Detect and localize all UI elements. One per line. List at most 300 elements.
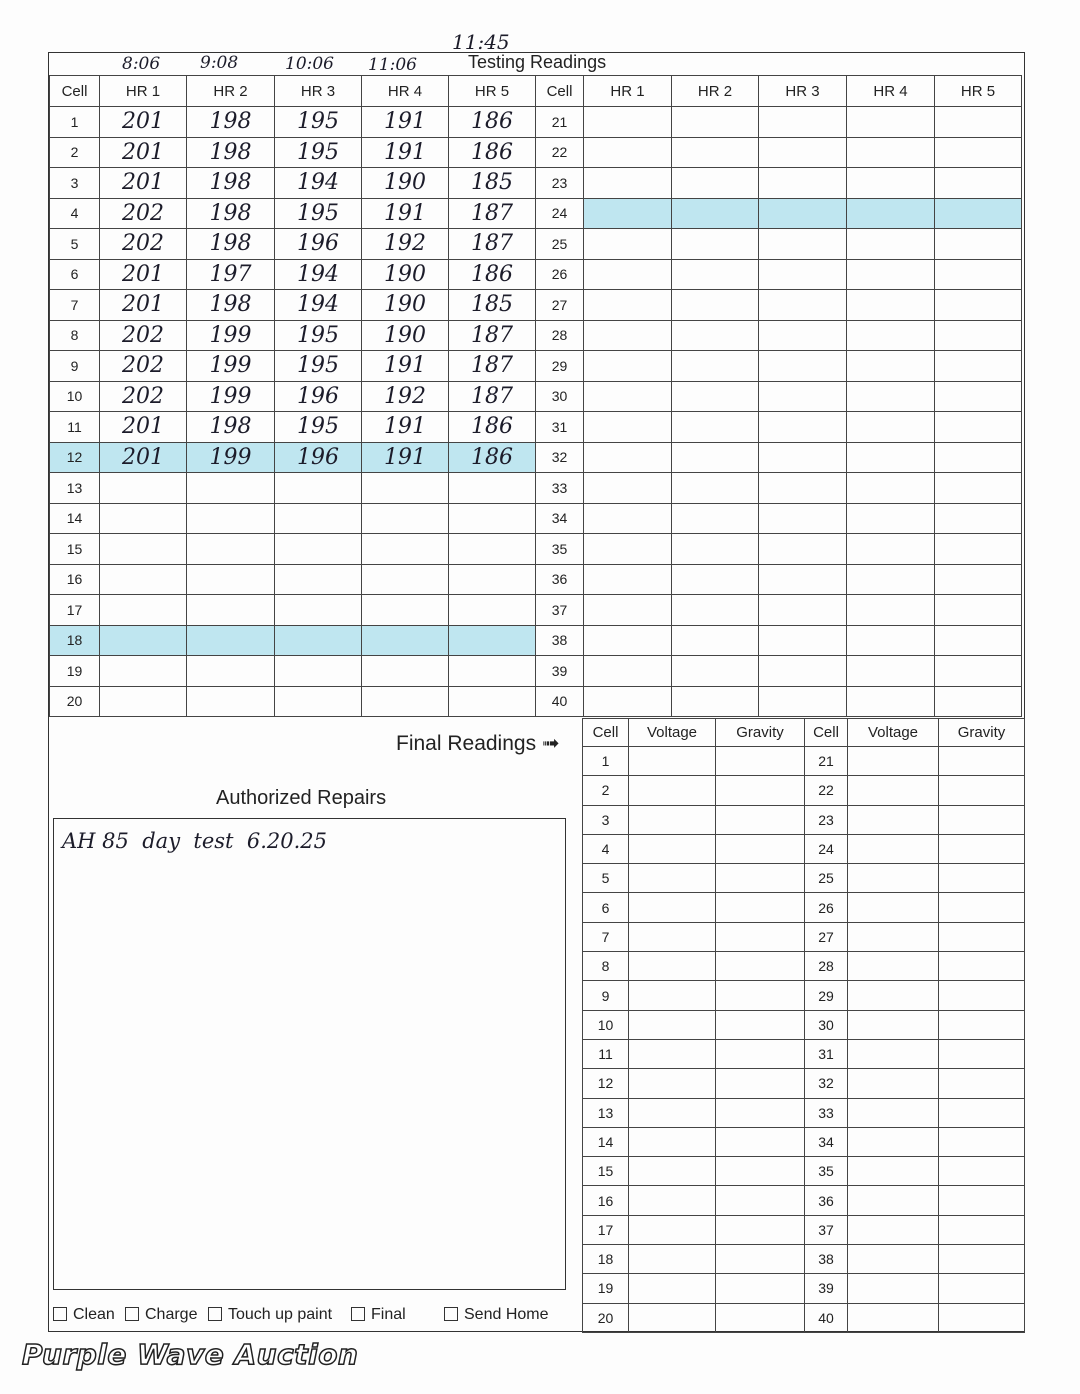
table-cell: 196	[275, 381, 362, 412]
table-cell: 20	[50, 686, 100, 717]
table-cell: 26	[805, 893, 848, 922]
table-cell: 4	[50, 198, 100, 229]
checkbox-clean[interactable]	[53, 1306, 115, 1324]
checkbox-send-home[interactable]	[444, 1306, 549, 1324]
table-cell	[935, 229, 1022, 260]
table-cell	[629, 1039, 716, 1068]
table-cell	[275, 625, 362, 656]
checkbox-icon	[444, 1307, 458, 1321]
table-row	[583, 981, 1025, 1010]
table-cell	[939, 1039, 1025, 1068]
table-cell: 11	[50, 412, 100, 443]
table-cell: 30	[536, 381, 584, 412]
table-row	[583, 1303, 1025, 1332]
table-cell: 2	[50, 137, 100, 168]
table-cell	[935, 595, 1022, 626]
table-cell	[847, 259, 935, 290]
table-cell: 25	[536, 229, 584, 260]
table-cell: 199	[187, 320, 275, 351]
checkbox-label: Final	[371, 1306, 406, 1323]
table-row	[583, 1010, 1025, 1039]
table-cell	[672, 503, 759, 534]
table-row	[583, 1098, 1025, 1127]
table-cell	[935, 107, 1022, 138]
table-cell: 195	[275, 107, 362, 138]
table-cell	[449, 686, 536, 717]
table-cell	[848, 805, 939, 834]
table-cell: 201	[100, 137, 187, 168]
table-cell	[449, 534, 536, 565]
table-cell: 191	[362, 412, 449, 443]
table-cell: 33	[536, 473, 584, 504]
table-cell: 3	[50, 168, 100, 199]
table-row	[583, 1039, 1025, 1068]
table-cell	[100, 686, 187, 717]
table-cell	[759, 381, 847, 412]
table-cell: 5	[583, 864, 629, 893]
table-cell: 202	[100, 351, 187, 382]
table-cell	[848, 1303, 939, 1332]
table-cell	[672, 595, 759, 626]
table-cell	[716, 1245, 805, 1274]
table-cell: 36	[805, 1186, 848, 1215]
testing-header-left: HR 3	[275, 76, 362, 107]
table-cell	[629, 1098, 716, 1127]
table-cell	[935, 656, 1022, 687]
table-cell: 195	[275, 320, 362, 351]
table-cell: 14	[583, 1127, 629, 1156]
table-cell	[759, 656, 847, 687]
table-cell: 201	[100, 442, 187, 473]
table-row	[50, 534, 1022, 565]
table-cell	[716, 893, 805, 922]
table-cell	[939, 747, 1025, 776]
table-cell: 21	[536, 107, 584, 138]
table-cell	[848, 1215, 939, 1244]
table-cell	[629, 805, 716, 834]
table-cell	[935, 290, 1022, 321]
testing-header-right: Cell	[536, 76, 584, 107]
table-cell: 199	[187, 442, 275, 473]
extra-time: 11:45	[452, 30, 510, 54]
table-cell: 201	[100, 290, 187, 321]
table-cell	[362, 656, 449, 687]
table-cell: 39	[536, 656, 584, 687]
table-row	[50, 442, 1022, 473]
table-cell	[672, 381, 759, 412]
table-cell: 198	[187, 107, 275, 138]
table-cell	[935, 503, 1022, 534]
table-cell: 196	[275, 442, 362, 473]
table-cell	[629, 952, 716, 981]
table-cell	[584, 198, 672, 229]
table-cell: 15	[50, 534, 100, 565]
table-cell: 37	[536, 595, 584, 626]
table-cell	[935, 625, 1022, 656]
table-cell: 40	[805, 1303, 848, 1332]
table-cell	[935, 168, 1022, 199]
table-cell: 34	[536, 503, 584, 534]
table-cell: 198	[187, 412, 275, 443]
table-cell	[100, 503, 187, 534]
table-cell: 9	[50, 351, 100, 382]
table-cell: 191	[362, 442, 449, 473]
testing-readings-table	[49, 75, 1022, 717]
table-cell	[449, 656, 536, 687]
table-cell	[275, 595, 362, 626]
table-cell	[584, 473, 672, 504]
table-cell: 16	[50, 564, 100, 595]
table-cell	[935, 259, 1022, 290]
table-cell	[629, 981, 716, 1010]
table-cell: 201	[100, 259, 187, 290]
table-cell	[847, 442, 935, 473]
table-cell	[939, 1127, 1025, 1156]
table-cell: 1	[583, 747, 629, 776]
table-cell	[759, 351, 847, 382]
table-cell: 37	[805, 1215, 848, 1244]
table-cell: 190	[362, 290, 449, 321]
table-cell	[672, 686, 759, 717]
table-cell	[716, 776, 805, 805]
table-cell	[716, 864, 805, 893]
checkbox-touch-up-paint[interactable]	[208, 1306, 332, 1324]
table-cell: 22	[805, 776, 848, 805]
table-cell	[362, 503, 449, 534]
table-cell: 9	[583, 981, 629, 1010]
table-cell: 187	[449, 229, 536, 260]
table-cell: 202	[100, 198, 187, 229]
table-cell	[716, 922, 805, 951]
table-cell	[716, 1010, 805, 1039]
table-cell	[939, 1274, 1025, 1303]
table-row	[50, 564, 1022, 595]
table-cell	[716, 1303, 805, 1332]
table-cell	[672, 259, 759, 290]
table-cell: 6	[50, 259, 100, 290]
table-cell: 29	[536, 351, 584, 382]
table-cell	[935, 534, 1022, 565]
table-cell: 17	[583, 1215, 629, 1244]
table-cell	[759, 503, 847, 534]
table-cell: 192	[362, 381, 449, 412]
checkbox-charge[interactable]	[125, 1306, 197, 1324]
table-row	[50, 412, 1022, 443]
table-cell	[847, 168, 935, 199]
checkbox-final[interactable]	[351, 1306, 406, 1324]
table-cell	[848, 952, 939, 981]
table-cell	[939, 805, 1025, 834]
table-cell	[449, 503, 536, 534]
table-cell: 34	[805, 1127, 848, 1156]
table-cell: 186	[449, 442, 536, 473]
table-cell	[939, 834, 1025, 863]
table-cell	[847, 320, 935, 351]
table-cell: 195	[275, 198, 362, 229]
table-cell: 187	[449, 198, 536, 229]
table-cell: 28	[536, 320, 584, 351]
table-cell	[584, 442, 672, 473]
table-cell: 14	[50, 503, 100, 534]
table-cell: 187	[449, 381, 536, 412]
table-row	[583, 952, 1025, 981]
checkbox-label: Send Home	[464, 1306, 549, 1323]
table-cell: 24	[536, 198, 584, 229]
table-row	[50, 320, 1022, 351]
table-row	[50, 595, 1022, 626]
table-cell	[629, 834, 716, 863]
table-cell: 33	[805, 1098, 848, 1127]
table-cell	[939, 1186, 1025, 1215]
table-cell	[629, 1303, 716, 1332]
table-cell	[672, 656, 759, 687]
table-cell	[848, 893, 939, 922]
table-cell	[275, 534, 362, 565]
table-row	[583, 1215, 1025, 1244]
testing-header-left: HR 1	[100, 76, 187, 107]
final-readings-label	[396, 731, 560, 756]
table-row	[583, 1245, 1025, 1274]
table-cell	[939, 922, 1025, 951]
table-row	[583, 893, 1025, 922]
table-cell	[275, 656, 362, 687]
table-cell	[935, 442, 1022, 473]
table-cell: 198	[187, 168, 275, 199]
table-cell	[672, 107, 759, 138]
authorized-repairs-label: Authorized Repairs	[216, 787, 387, 809]
table-cell: 26	[536, 259, 584, 290]
table-cell: 198	[187, 229, 275, 260]
table-cell	[716, 1157, 805, 1186]
table-cell	[716, 981, 805, 1010]
table-cell	[935, 320, 1022, 351]
table-row	[50, 381, 1022, 412]
table-cell	[275, 686, 362, 717]
table-cell	[449, 625, 536, 656]
table-cell	[449, 473, 536, 504]
table-cell	[759, 595, 847, 626]
table-cell	[848, 776, 939, 805]
table-cell	[939, 864, 1025, 893]
table-cell	[629, 1186, 716, 1215]
table-cell	[100, 473, 187, 504]
table-row	[50, 198, 1022, 229]
table-cell	[847, 595, 935, 626]
table-cell	[672, 137, 759, 168]
table-cell	[584, 503, 672, 534]
table-cell: 201	[100, 107, 187, 138]
table-cell	[847, 473, 935, 504]
table-row	[50, 290, 1022, 321]
table-cell: 190	[362, 168, 449, 199]
table-cell	[629, 922, 716, 951]
table-cell	[672, 534, 759, 565]
table-cell	[847, 412, 935, 443]
table-cell: 196	[275, 229, 362, 260]
table-cell: 27	[536, 290, 584, 321]
final-header: Gravity	[716, 719, 805, 747]
table-cell	[672, 442, 759, 473]
table-cell: 186	[449, 107, 536, 138]
table-row	[50, 259, 1022, 290]
table-cell	[939, 776, 1025, 805]
table-cell: 191	[362, 107, 449, 138]
table-cell	[848, 747, 939, 776]
table-cell	[939, 952, 1025, 981]
table-cell	[716, 1098, 805, 1127]
table-cell: 195	[275, 137, 362, 168]
table-cell	[759, 412, 847, 443]
table-cell	[100, 534, 187, 565]
checkbox-label: Charge	[145, 1306, 198, 1323]
checkbox-icon	[125, 1307, 139, 1321]
table-row	[583, 1069, 1025, 1098]
table-row	[50, 656, 1022, 687]
table-cell	[848, 1039, 939, 1068]
time-hr3: 10:06	[285, 54, 334, 74]
table-cell	[187, 686, 275, 717]
table-cell	[759, 564, 847, 595]
table-cell	[935, 137, 1022, 168]
table-cell	[939, 1157, 1025, 1186]
table-cell: 195	[275, 351, 362, 382]
table-cell	[672, 473, 759, 504]
table-cell	[629, 893, 716, 922]
table-cell: 199	[187, 381, 275, 412]
table-cell: 29	[805, 981, 848, 1010]
testing-header-left: HR 2	[187, 76, 275, 107]
table-cell	[759, 107, 847, 138]
testing-header-right: HR 2	[672, 76, 759, 107]
final-readings-text: Final Readings	[396, 732, 537, 755]
table-cell: 192	[362, 229, 449, 260]
table-cell	[584, 229, 672, 260]
table-row	[50, 107, 1022, 138]
testing-header-left: HR 4	[362, 76, 449, 107]
table-cell	[100, 625, 187, 656]
table-row	[50, 625, 1022, 656]
table-cell	[759, 229, 847, 260]
table-cell: 185	[449, 168, 536, 199]
checkbox-label: Clean	[73, 1306, 115, 1323]
table-cell	[187, 473, 275, 504]
table-cell	[935, 473, 1022, 504]
table-cell	[847, 107, 935, 138]
table-cell	[935, 564, 1022, 595]
table-cell	[716, 952, 805, 981]
table-cell: 19	[583, 1274, 629, 1303]
table-cell	[847, 625, 935, 656]
table-cell: 202	[100, 320, 187, 351]
table-cell: 195	[275, 412, 362, 443]
table-row	[50, 168, 1022, 199]
table-cell: 10	[583, 1010, 629, 1039]
table-cell	[939, 893, 1025, 922]
table-cell	[848, 981, 939, 1010]
table-cell	[759, 198, 847, 229]
final-readings-table	[582, 718, 1025, 1333]
table-cell	[848, 1245, 939, 1274]
table-cell	[584, 686, 672, 717]
table-cell	[584, 168, 672, 199]
table-cell: 191	[362, 137, 449, 168]
table-cell	[672, 229, 759, 260]
table-cell: 23	[805, 805, 848, 834]
table-cell	[935, 351, 1022, 382]
table-cell: 3	[583, 805, 629, 834]
table-cell	[629, 776, 716, 805]
table-cell	[629, 1274, 716, 1303]
table-cell	[584, 259, 672, 290]
table-cell	[584, 381, 672, 412]
time-hr2: 9:08	[200, 53, 239, 73]
table-row	[583, 805, 1025, 834]
testing-header-right: HR 4	[847, 76, 935, 107]
repairs-note: AH 85 day test 6.20.25	[62, 829, 327, 853]
table-cell	[848, 922, 939, 951]
table-cell	[848, 1069, 939, 1098]
table-cell: 191	[362, 351, 449, 382]
table-cell	[759, 290, 847, 321]
table-row	[583, 1186, 1025, 1215]
table-cell: 198	[187, 198, 275, 229]
table-cell	[847, 564, 935, 595]
table-cell	[848, 1127, 939, 1156]
table-cell: 17	[50, 595, 100, 626]
table-cell	[584, 137, 672, 168]
table-cell	[275, 473, 362, 504]
table-cell	[935, 198, 1022, 229]
table-cell	[449, 595, 536, 626]
testing-header-right: HR 3	[759, 76, 847, 107]
time-hr4: 11:06	[368, 55, 417, 75]
authorized-repairs-box[interactable]	[53, 818, 566, 1290]
table-cell	[629, 747, 716, 776]
table-cell	[584, 412, 672, 443]
table-row	[50, 503, 1022, 534]
table-cell: 22	[536, 137, 584, 168]
table-cell	[847, 503, 935, 534]
table-cell	[759, 686, 847, 717]
table-cell	[848, 834, 939, 863]
final-header: Gravity	[939, 719, 1025, 747]
table-row	[583, 747, 1025, 776]
table-cell	[584, 656, 672, 687]
table-cell: 194	[275, 168, 362, 199]
table-cell: 38	[536, 625, 584, 656]
table-cell: 185	[449, 290, 536, 321]
table-cell	[759, 442, 847, 473]
table-cell	[848, 1274, 939, 1303]
table-cell	[939, 1010, 1025, 1039]
table-row	[583, 776, 1025, 805]
table-cell: 13	[583, 1098, 629, 1127]
table-cell: 194	[275, 259, 362, 290]
table-cell	[672, 198, 759, 229]
table-cell	[100, 564, 187, 595]
table-cell	[100, 595, 187, 626]
table-cell	[716, 1274, 805, 1303]
table-cell	[939, 1069, 1025, 1098]
testing-header-left: HR 5	[449, 76, 536, 107]
table-cell	[100, 656, 187, 687]
table-cell	[187, 534, 275, 565]
table-cell	[935, 686, 1022, 717]
table-cell	[275, 503, 362, 534]
table-cell: 190	[362, 259, 449, 290]
table-cell	[759, 625, 847, 656]
table-cell	[672, 290, 759, 321]
